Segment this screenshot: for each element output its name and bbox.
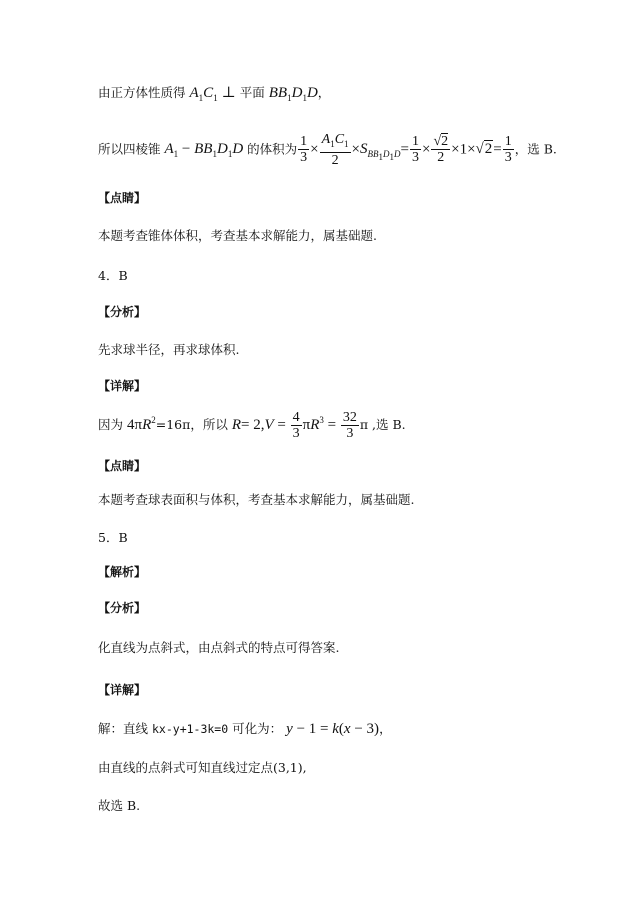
paragraph: 本题考查球表面积与体积，考查基本求解能力，属基础题. (98, 492, 415, 507)
heading-xiangjie: 【详解】 (98, 379, 147, 393)
frac-a1c1-2: $\frac{A_1C_1}{2}$ (321, 132, 349, 168)
line-sphere: 因为 $4\pi R^2=16\pi$，所以 R= 2,V = $\frac{4}{3}$ $\pi R^3$ = $\frac{32}{3}$ π ,选 B. (98, 410, 406, 441)
math-pyramid: $A_1 - BB_1D_1D$ (164, 141, 244, 160)
text: 由正方体性质得 (98, 85, 186, 100)
paragraph: 由直线的点斜式可知直线过定点(3,1), (98, 760, 307, 775)
frac-1-3: $\frac{1}{3}$ (300, 134, 308, 166)
heading-fenxi: 【分析】 (98, 601, 147, 615)
math-sqrt2: √2 (475, 141, 493, 158)
text: ， (317, 85, 331, 100)
heading-dianjing: 【点睛】 (98, 459, 147, 473)
math-a1c1: $A_1C_1$ (189, 85, 218, 103)
text: π ,选 B. (359, 417, 406, 432)
text: 可化为： (232, 721, 283, 736)
math-r: R (231, 417, 242, 433)
math-plane: $BB_1D_1D$ (268, 85, 318, 103)
question-number: 4．B (98, 268, 128, 283)
heading-fenxi: 【分析】 (98, 305, 147, 319)
line-pyramid-volume: 所以四棱锥 $A_1 - BB_1D_1D$ 的体积为 $\frac{1}{3}$ × $\frac{A_1C_1}{2}$ $\times S_{BB_1D_1D}=$ $\frac{1}{3}$ × $\frac{√2}{2}$ ×1×√2= $\frac{1}{3}$ ，选 B. (98, 132, 557, 168)
heading-dianjing: 【点睛】 (98, 191, 147, 205)
math-area-expr: $4\pi R^2$ (127, 415, 156, 433)
frac-1-3: $\frac{1}{3}$ (411, 134, 419, 166)
heading-jiexi: 【解析】 (98, 565, 147, 579)
equation: kx-y+1-3k=0 (152, 722, 229, 736)
perp-symbol: ⊥ (221, 85, 236, 101)
paragraph: 先求球半径，再求球体积. (98, 342, 240, 357)
heading-xiangjie: 【详解】 (98, 683, 147, 697)
frac-4-3: $\frac{4}{3}$ (292, 410, 300, 441)
text: ，选 B. (514, 141, 557, 157)
text: ， (379, 721, 392, 736)
paragraph: 化直线为点斜式，由点斜式的特点可得答案. (98, 640, 340, 655)
text: 平面 (239, 85, 265, 100)
math-area: $S_{BB_1D_1D}$ (360, 141, 401, 163)
paragraph: 故选 B. (98, 798, 141, 813)
text: =16π，所以 (155, 417, 228, 432)
frac-32-3: $\frac{32}{3}$ (342, 410, 357, 441)
text: 解：直线 (98, 721, 149, 736)
text: 所以四棱锥 (98, 141, 161, 157)
frac-1-3: $\frac{1}{3}$ (504, 134, 512, 166)
question-number: 5．B (98, 530, 128, 545)
frac-sqrt2-2: $\frac{√2}{2}$ (433, 134, 449, 166)
line-solution (98, 722, 392, 737)
text: 因为 (98, 417, 124, 432)
math-point-slope: y − 1 = k(x − 3) (286, 721, 380, 737)
paragraph: 本题考查锥体体积，考查基本求解能力，属基础题. (98, 228, 377, 243)
line-cube-property (98, 86, 330, 103)
text: 的体积为 (247, 141, 298, 157)
